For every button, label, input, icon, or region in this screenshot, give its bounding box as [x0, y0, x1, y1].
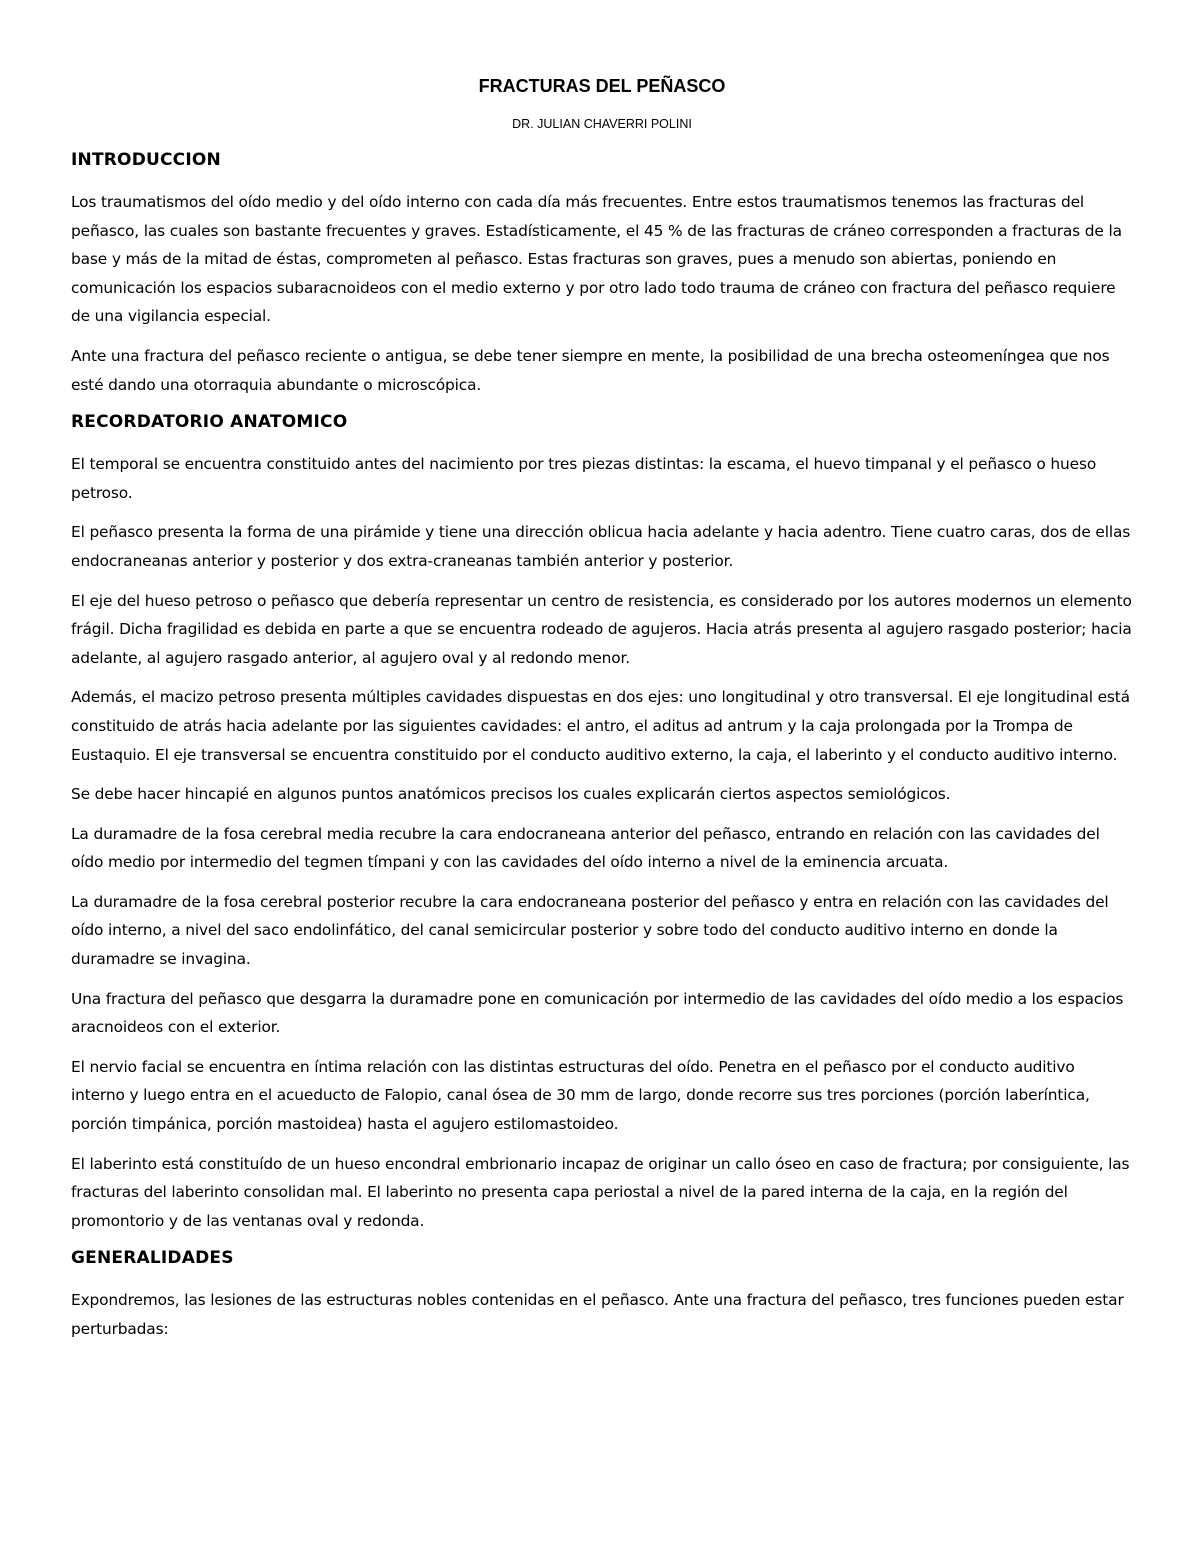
section-generalidades	[71, 1246, 1133, 1343]
paragraph: Expondremos, las lesiones de las estructuras nobles contenidas en el peñasco. Ante una fractura del peñasco, tres funciones pueden estar perturbadas:	[71, 1291, 1124, 1338]
section-recordatorio-anatomico	[71, 410, 1133, 1235]
paragraph: El nervio facial se encuentra en íntima relación con las distintas estructuras del oído. Penetra en el peñasco por el conducto auditivo interno y luego entra en el acueducto de Falopio, canal ósea de 30 mm de largo, donde recorre sus tres porciones (porción laberíntica, porción timpánica, porción mastoidea) hasta el agujero estilomastoideo.	[71, 1057, 1090, 1134]
paragraph: El laberinto está constituído de un hueso encondral embrionario incapaz de originar un callo óseo en caso de fractura; por consiguiente, las fracturas del laberinto consolidan mal. El laberinto no presenta capa periostal a nivel de la pared interna de la caja, en la región del promontorio y de las ventanas oval y redonda.	[71, 1154, 1130, 1230]
paragraph: La duramadre de la fosa cerebral posterior recubre la cara endocraneana posterior del peñasco y entra en relación con las cavidades del oído interno, a nivel del saco endolinfático, del canal semicircular posterior y sobre todo del conducto auditivo interno en donde la duramadre se invagina.	[71, 892, 1109, 969]
paragraph: El temporal se encuentra constituido antes del nacimiento por tres piezas distintas: la escama, el huevo timpanal y el peñasco o hueso petroso.	[71, 455, 1097, 502]
paragraph: Una fractura del peñasco que desgarra la duramadre pone en comunicación por intermedio de las cavidades del oído medio a los espacios aracnoideos con el exterior.	[71, 989, 1124, 1037]
paragraph: La duramadre de la fosa cerebral media recubre la cara endocraneana anterior del peñasco, entrando en relación con las cavidades del oído medio por intermedio del tegmen tímpani y con las cavidades del oído interno a nivel de la eminencia arcuata.	[71, 824, 1100, 872]
paragraph: El peñasco presenta la forma de una pirámide y tiene una dirección oblicua hacia adelante y hacia adentro. Tiene cuatro caras, dos de ellas endocraneanas anterior y posterior y dos extra-craneanas también anterior y posterior.	[71, 523, 1131, 570]
section-heading: GENERALIDADES	[71, 1248, 234, 1269]
section-introduccion	[71, 148, 1133, 399]
paragraph: Se debe hacer hincapié en algunos puntos anatómicos precisos los cuales explicarán ciertos aspectos semiológicos.	[71, 785, 951, 804]
document-page	[71, 72, 1133, 1355]
section-heading: RECORDATORIO ANATOMICO	[71, 412, 348, 433]
paragraph: El eje del hueso petroso o peñasco que debería representar un centro de resistencia, es considerado por los autores modernos un elemento frágil. Dicha fragilidad es debida en parte a que se encuentra rodeado de agujeros. Hacia atrás presenta al agujero rasgado posterior; hacia adelante, al agujero rasgado anterior, al agujero oval y al redondo menor.	[71, 591, 1132, 667]
paragraph: Los traumatismos del oído medio y del oído interno con cada día más frecuentes. Entre estos traumatismos tenemos las fracturas del peñasco, las cuales son bastante frecuentes y graves. Estadísticamente, el 45 % de las fracturas de cráneo corresponden a fracturas de la base y más de la mitad de éstas, comprometen al peñasco. Estas fracturas son graves, pues a menudo son abiertas, poniendo en comunicación los espacios subaracnoideos con el medio externo y por otro lado todo trauma de cráneo con fractura del peñasco requiere de una vigilancia especial.	[71, 193, 1122, 326]
document-title: FRACTURAS DEL PEÑASCO	[478, 76, 726, 96]
section-heading: INTRODUCCION	[71, 150, 221, 170]
paragraph: Ante una fractura del peñasco reciente o antigua, se debe tener siempre en mente, la posibilidad de una brecha osteomeníngea que nos esté dando una otorraquia abundante o microscópica.	[71, 346, 1110, 394]
paragraph: Además, el macizo petroso presenta múltiples cavidades dispuestas en dos ejes: uno longitudinal y otro transversal. El eje longitudinal está constituido de atrás hacia adelante por las siguientes cavidades: el antro, el aditus ad antrum y la caja prolongada por la Trompa de Eustaquio. El eje transversal se encuentra constituido por el conducto auditivo externo, la caja, el laberinto y el conducto auditivo interno.	[71, 688, 1130, 764]
document-author: DR. JULIAN CHAVERRI POLINI	[512, 117, 692, 131]
